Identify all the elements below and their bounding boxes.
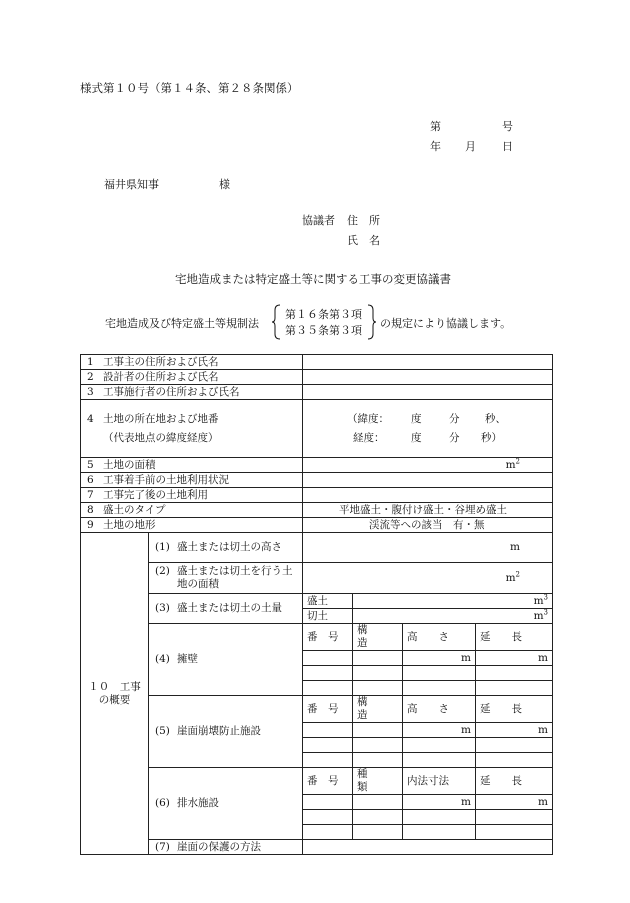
cell[interactable] xyxy=(353,651,403,666)
cell[interactable] xyxy=(403,681,476,696)
cell[interactable] xyxy=(353,723,403,738)
cell[interactable] xyxy=(403,825,476,840)
row-3-value[interactable] xyxy=(303,385,553,400)
doc-number-prefix: 第 xyxy=(430,120,441,133)
cell[interactable] xyxy=(353,738,403,753)
table-row xyxy=(81,488,553,503)
col-header: 高 さ xyxy=(403,696,476,723)
col-header: 延 長 xyxy=(476,624,553,651)
row-4-label: 4 土地の所在地および地番 （代表地点の緯度経度） xyxy=(81,400,303,458)
document-title: 宅地造成または特定盛土等に関する工事の変更協議書 xyxy=(175,272,451,286)
table-row xyxy=(81,533,553,563)
sub-3-label: (3) 盛土または切土の土量 xyxy=(149,594,303,624)
table-row xyxy=(81,563,553,594)
date-day: 日 xyxy=(502,140,513,153)
cell[interactable] xyxy=(353,753,403,768)
cell[interactable] xyxy=(303,723,353,738)
col-header: 高 さ xyxy=(403,624,476,651)
sub-4-label: (4) 擁壁 xyxy=(149,624,303,696)
cell[interactable] xyxy=(403,753,476,768)
cell[interactable] xyxy=(476,738,553,753)
cell[interactable] xyxy=(303,651,353,666)
table-row xyxy=(81,355,553,370)
cut-value[interactable]: $m^3$ xyxy=(353,609,553,624)
cell[interactable] xyxy=(403,738,476,753)
cell[interactable]: m xyxy=(403,723,476,738)
cell[interactable] xyxy=(303,753,353,768)
date-year: 年 xyxy=(430,140,441,153)
table-row xyxy=(81,594,553,609)
table-row xyxy=(81,840,553,855)
cell[interactable] xyxy=(403,810,476,825)
sub-1-label: (1) 盛土または切土の高さ xyxy=(149,533,303,563)
table-row xyxy=(81,458,553,473)
cell[interactable] xyxy=(403,666,476,681)
row-2-value[interactable] xyxy=(303,370,553,385)
cell[interactable] xyxy=(303,810,353,825)
cell[interactable] xyxy=(353,666,403,681)
row-1-label: 1 工事主の住所および氏名 xyxy=(81,355,303,370)
statement-suffix: の規定により協議します。 xyxy=(380,317,512,330)
cell[interactable] xyxy=(476,666,553,681)
cell[interactable] xyxy=(476,810,553,825)
table-row xyxy=(81,400,553,458)
col-header: 延 長 xyxy=(476,768,553,795)
row-1-value[interactable] xyxy=(303,355,553,370)
cut-label: 切土 xyxy=(303,609,353,624)
col-header: 延 長 xyxy=(476,696,553,723)
col-header: 番 号 xyxy=(303,768,353,795)
cell[interactable] xyxy=(476,681,553,696)
cell[interactable] xyxy=(353,681,403,696)
fill-label: 盛土 xyxy=(303,594,353,609)
sub-7-label: (7) 崖面の保護の方法 xyxy=(149,840,303,855)
row-5-value[interactable]: $m^2$ xyxy=(303,458,553,473)
cell[interactable] xyxy=(476,825,553,840)
law-name: 宅地造成及び特定盛土等規制法 xyxy=(105,317,259,330)
form-table xyxy=(80,354,553,855)
party-label: 協議者 xyxy=(302,214,335,227)
sub-1-value[interactable]: m xyxy=(303,533,553,563)
cell[interactable] xyxy=(353,810,403,825)
sub-2-value[interactable]: $m^2$ xyxy=(303,563,553,594)
fill-value[interactable]: $m^3$ xyxy=(353,594,553,609)
row-9-label: 9 土地の地形 xyxy=(81,518,303,533)
sub-7-value[interactable] xyxy=(303,840,553,855)
cell[interactable] xyxy=(303,738,353,753)
form-number: 様式第１０号（第１４条、第２８条関係） xyxy=(80,81,299,95)
table-row xyxy=(81,518,553,533)
table-row xyxy=(81,503,553,518)
cell[interactable] xyxy=(353,795,403,810)
col-header: 構 造 xyxy=(353,696,403,723)
table-row xyxy=(81,768,553,795)
addressee: 福井県知事 xyxy=(104,178,159,191)
cell[interactable] xyxy=(303,825,353,840)
cell[interactable]: m xyxy=(403,795,476,810)
section-10-label: １０ 工事 の概要 xyxy=(81,533,149,855)
address-label: 住 所 xyxy=(347,214,380,227)
cell[interactable]: m xyxy=(476,651,553,666)
row-4-value[interactable]: （緯度： 度 分 秒、 経度： 度 分 秒） xyxy=(303,400,553,458)
table-row xyxy=(81,624,553,651)
row-9-value[interactable]: 渓流等への該当 有・無 xyxy=(303,518,553,533)
article-2: 第３５条第３項 xyxy=(285,324,362,337)
cell[interactable]: m xyxy=(403,651,476,666)
row-8-label: 8 盛土のタイプ xyxy=(81,503,303,518)
row-6-value[interactable] xyxy=(303,473,553,488)
row-6-label: 6 工事着手前の土地利用状況 xyxy=(81,473,303,488)
row-3-label: 3 工事施行者の住所および氏名 xyxy=(81,385,303,400)
row-2-label: 2 設計者の住所および氏名 xyxy=(81,370,303,385)
doc-number-suffix: 号 xyxy=(502,120,513,133)
row-5-label: 5 土地の面積 xyxy=(81,458,303,473)
table-row xyxy=(81,385,553,400)
sub-2-label: (2) 盛土または切土を行う土地の面積 xyxy=(149,563,303,594)
cell[interactable] xyxy=(476,753,553,768)
table-row xyxy=(81,473,553,488)
col-header: 種 類 xyxy=(353,768,403,795)
name-label: 氏 名 xyxy=(347,234,380,247)
honorific: 様 xyxy=(219,178,230,191)
row-8-value[interactable]: 平地盛土・腹付け盛土・谷埋め盛土 xyxy=(303,503,553,518)
cell[interactable] xyxy=(353,825,403,840)
right-brace xyxy=(367,304,377,340)
table-row xyxy=(81,696,553,723)
row-7-label: 7 工事完了後の土地利用 xyxy=(81,488,303,503)
date-month: 月 xyxy=(465,140,476,153)
left-brace xyxy=(271,304,281,340)
col-header: 番 号 xyxy=(303,696,353,723)
article-1: 第１６条第３項 xyxy=(285,308,362,321)
sub-5-label: (5) 崖面崩壊防止施設 xyxy=(149,696,303,768)
cell[interactable] xyxy=(303,681,353,696)
col-header: 内法寸法 xyxy=(403,768,476,795)
table-row xyxy=(81,370,553,385)
col-header: 番 号 xyxy=(303,624,353,651)
col-header: 構 造 xyxy=(353,624,403,651)
row-7-value[interactable] xyxy=(303,488,553,503)
cell[interactable]: m xyxy=(476,723,553,738)
sub-6-label: (6) 排水施設 xyxy=(149,768,303,840)
cell[interactable] xyxy=(303,795,353,810)
cell[interactable] xyxy=(303,666,353,681)
cell[interactable]: m xyxy=(476,795,553,810)
